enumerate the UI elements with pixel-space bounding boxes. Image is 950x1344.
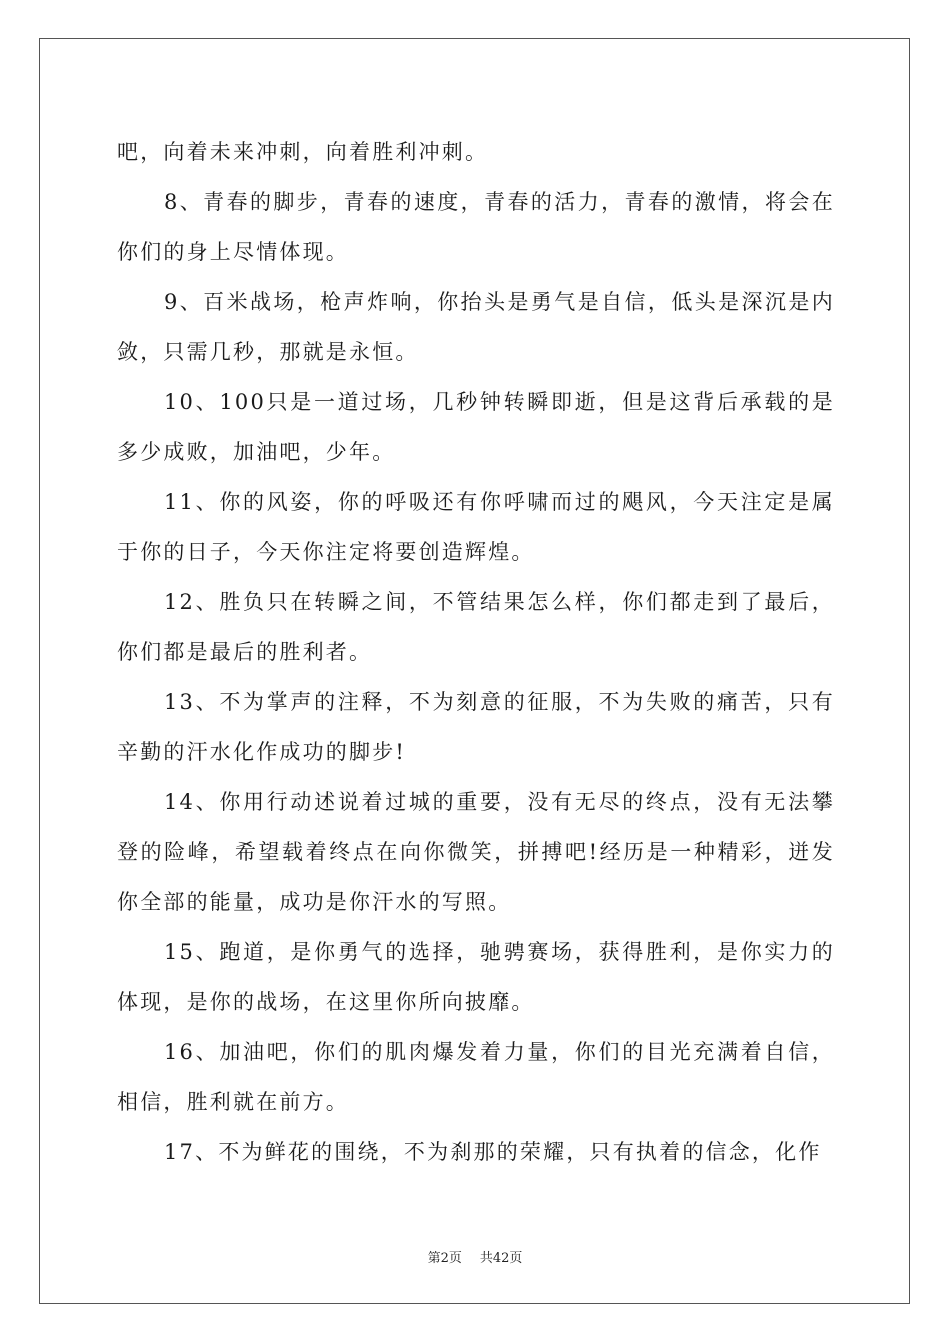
paragraph-item-13: 13、不为掌声的注释，不为刻意的征服，不为失败的痛苦，只有辛勤的汗水化作成功的脚步! [117,690,835,764]
paragraph-item-10: 10、100只是一道过场，几秒钟转瞬即逝，但是这背后承载的是多少成败，加油吧，少年。 [117,390,835,464]
page-footer [0,1247,950,1266]
paragraph-continuation: 吧，向着未来冲刺，向着胜利冲刺。 [117,140,489,164]
document-body [117,127,835,1177]
paragraph-item-12: 12、胜负只在转瞬之间，不管结果怎么样，你们都走到了最后，你们都是最后的胜利者。 [117,590,835,664]
paragraph-item-11: 11、你的风姿，你的呼吸还有你呼啸而过的飓风，今天注定是属于你的日子，今天你注定将要创造辉煌。 [117,490,835,564]
paragraph-item-9: 9、百米战场，枪声炸响，你抬头是勇气是自信，低头是深沉是内敛，只需几秒，那就是永恒。 [117,290,835,364]
paragraph-item-14: 14、你用行动述说着过城的重要，没有无尽的终点，没有无法攀登的险峰，希望载着终点在向你微笑，拼搏吧!经历是一种精彩，迸发你全部的能量，成功是你汗水的写照。 [117,790,835,914]
paragraph-item-15: 15、跑道，是你勇气的选择，驰骋赛场，获得胜利，是你实力的体现，是你的战场，在这里你所向披靡。 [117,940,835,1014]
page-number: 第2页 [427,1251,462,1266]
paragraph-item-8: 8、青春的脚步，青春的速度，青春的活力，青春的激情，将会在你们的身上尽情体现。 [117,190,835,264]
paragraph-item-16: 16、加油吧，你们的肌肉爆发着力量，你们的目光充满着自信，相信，胜利就在前方。 [117,1040,835,1114]
paragraph-item-17: 17、不为鲜花的围绕，不为刹那的荣耀，只有执着的信念，化作 [164,1140,822,1164]
total-pages: 共42页 [479,1251,523,1266]
